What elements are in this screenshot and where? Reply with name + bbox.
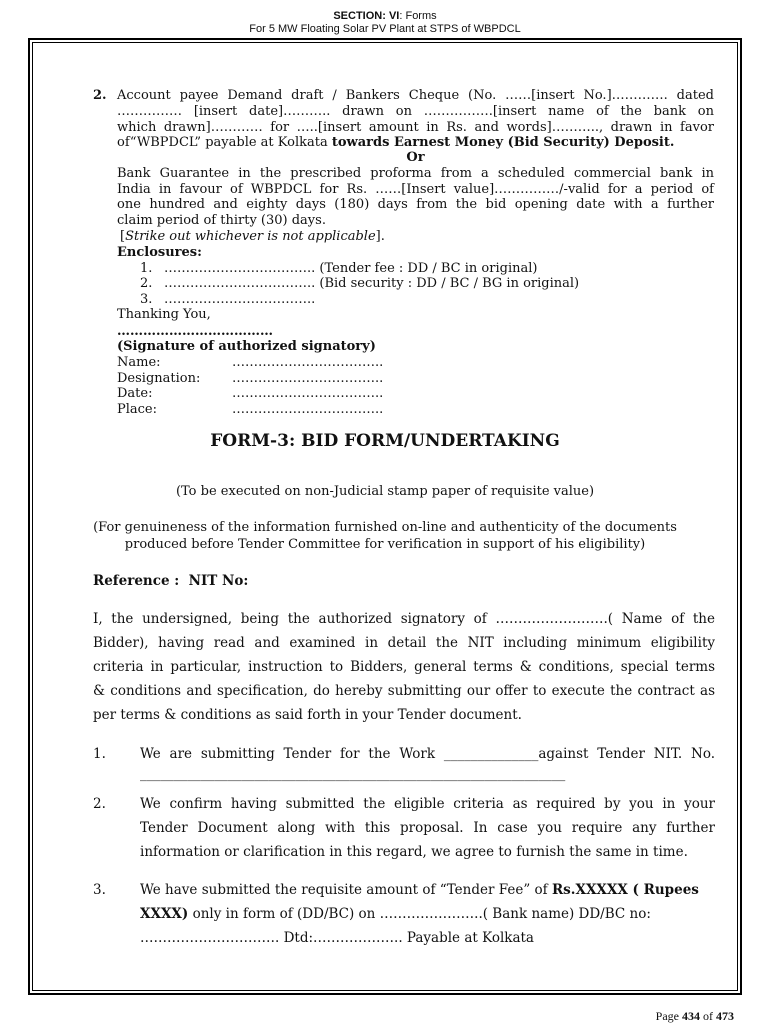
enclosure-1-number: 1. — [140, 261, 153, 276]
strike-note-open: [ — [120, 229, 126, 244]
point-3-line-1 — [140, 878, 715, 902]
earnest-money-phrase: towards Earnest Money (Bid Security) Deposit. — [331, 135, 675, 150]
point-2-line-2: Tender Document along with this proposal. In case you require any further — [140, 820, 715, 836]
stamp-paper-note: (To be executed on non-Judicial stamp paper of requisite value) — [175, 484, 595, 499]
point-3-number: 3. — [93, 882, 106, 898]
section-header — [0, 10, 770, 22]
item-2-number: 2. — [93, 88, 107, 103]
intro-line-2: Bidder), having read and examined in detail the NIT including minimum eligibility — [93, 635, 715, 651]
bg-line-4: claim period of thirty (30) days. — [117, 213, 326, 228]
strike-note-close: ]. — [375, 229, 385, 244]
page-number — [656, 1009, 734, 1024]
enclosure-1-text: …………………………….. (Tender fee : DD / BC in original) — [164, 261, 538, 276]
page-current: 434 — [682, 1009, 700, 1023]
point-1-line-1: We are submitting Tender for the Work ______________against Tender NIT. No. — [140, 746, 715, 762]
enclosure-3-text: …………………………….. — [164, 292, 316, 307]
point-1-number: 1. — [93, 746, 106, 762]
intro-line-4: & conditions and specification, do hereby submitting our offer to execute the contract as — [93, 683, 715, 699]
signature-label: (Signature of authorized signatory) — [117, 339, 376, 354]
date-label: Date: — [117, 386, 153, 401]
point-2-line-3: information or clarification in this regard, we agree to furnish the same in time. — [140, 844, 688, 860]
name-value: …………………………….. — [232, 355, 384, 370]
bg-line-3: one hundred and eighty days (180) days from the bid opening date with a further — [117, 197, 714, 212]
intro-line-1: I, the undersigned, being the authorized signatory of …………………….( Name of the — [93, 611, 715, 627]
name-label: Name: — [117, 355, 161, 370]
or-separator: Or — [406, 150, 425, 165]
designation-value: …………………………….. — [232, 371, 384, 386]
item-2-line-2: …………… [insert date]……….. drawn on …………….[insert name of the bank on — [117, 104, 714, 119]
enclosure-2-number: 2. — [140, 276, 153, 291]
enclosures-label: Enclosures: — [117, 245, 202, 260]
tender-fee-amount: Rs.XXXXX ( Rupees — [551, 882, 699, 898]
page-word: Page — [655, 1009, 679, 1023]
enclosure-3-number: 3. — [140, 292, 153, 307]
item-2-line-4 — [117, 135, 717, 151]
point-3-line-1-text: We have submitted the requisite amount of “Tender Fee” of — [140, 882, 552, 898]
place-value: …………………………….. — [232, 402, 384, 417]
point-1-line-2: _______________________________________________________________ — [140, 766, 566, 782]
tender-fee-rupees: XXXX) — [140, 906, 189, 922]
section-rest: : Forms — [399, 10, 437, 22]
point-2-number: 2. — [93, 796, 106, 812]
designation-label: Designation: — [117, 371, 201, 386]
item-2-line-4-text: of“WBPDCL” payable at Kolkata — [117, 135, 332, 150]
item-2-line-3: which drawn]………… for …..[insert amount in Rs. and words]……….., drawn in favor — [117, 120, 714, 135]
strike-note-text: Strike out whichever is not applicable — [125, 229, 376, 244]
point-3-line-3: …………………………. Dtd:……………….. Payable at Kolkata — [140, 930, 534, 946]
page-total: 473 — [716, 1009, 734, 1023]
point-3-line-2-text: only in form of (DD/BC) on …………………..( Bank name) DD/BC no: — [188, 906, 651, 922]
section-label: SECTION: VI — [333, 10, 400, 22]
thanking-you: Thanking You, — [117, 307, 211, 322]
strike-note — [120, 229, 385, 245]
place-label: Place: — [117, 402, 158, 417]
point-2-line-1: We confirm having submitted the eligible criteria as required by you in your — [140, 796, 715, 812]
document-subtitle: For 5 MW Floating Solar PV Plant at STPS of WBPDCL — [249, 23, 521, 35]
date-value: …………………………….. — [232, 386, 384, 401]
signature-dots: ……………………………… — [117, 324, 273, 339]
reference-nit: Reference : NIT No: — [93, 573, 249, 589]
bg-line-2: India in favour of WBPDCL for Rs. ……[Insert value]……………/-valid for a period of — [117, 182, 714, 197]
form-3-title: FORM-3: BID FORM/UNDERTAKING — [210, 431, 560, 451]
point-3-line-2 — [140, 902, 715, 926]
page-of: of — [703, 1009, 713, 1023]
item-2-line-1: Account payee Demand draft / Bankers Cheque (No. ……[insert No.]…………. dated — [117, 88, 714, 103]
intro-line-5: per terms & conditions as said forth in your Tender document. — [93, 707, 522, 723]
enclosure-2-text: …………………………….. (Bid security : DD / BC / BG in original) — [164, 276, 580, 291]
intro-line-3: criteria in particular, instruction to Bidders, general terms & conditions, special terms — [93, 659, 715, 675]
genuineness-note-line-1: (For genuineness of the information furnished on-line and authenticity of the documents — [93, 520, 677, 535]
genuineness-note-line-2: produced before Tender Committee for verification in support of his eligibility) — [124, 537, 646, 552]
bg-line-1: Bank Guarantee in the prescribed proforma from a scheduled commercial bank in — [117, 166, 714, 181]
